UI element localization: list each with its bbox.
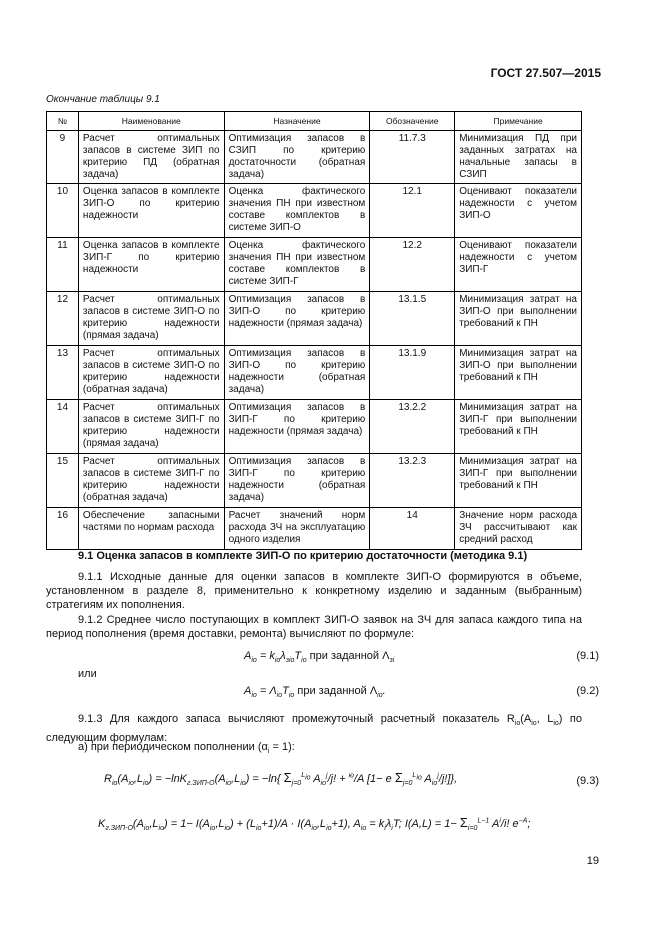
row-note: Минимизация затрат на ЗИП-О при выполнении требований к ПН — [455, 346, 582, 400]
col-header-purpose: Назначение — [224, 112, 370, 131]
formula-9-3: $R_{io}(A_{io},L_{io}) = -\ln K_{г.ЗИП-О}(A_{io},L_{io}) = -\ln${ $\Sigma_{j=0}^{L_{io}}$ $A_{io}^j/j$! + $^ю$/A [1− e $\Sigma_{j=0}^{L_{io}}$ $A_{io}^j/j$!]}, — [104, 770, 458, 788]
formula-9-1: $A_{io} = k_{io}\lambda_{зio}T_{io}$ при заданной $\Lambda_{зi}$ — [244, 650, 395, 665]
row-number: 13 — [47, 346, 79, 400]
row-note: Оценивают показатели надежности с учетом ЗИП-О — [455, 184, 582, 238]
table-row — [47, 400, 582, 454]
methods-table — [46, 111, 582, 550]
equation-number: (9.1) — [576, 650, 599, 662]
row-purpose: Оценка фактического значения ПН при известном составе комплектов в системе ЗИП-Г — [224, 238, 370, 292]
row-number: 16 — [47, 508, 79, 550]
row-number: 12 — [47, 292, 79, 346]
table-row — [47, 184, 582, 238]
standard-header: ГОСТ 27.507—2015 — [490, 66, 601, 80]
formula-kg: $K_{г.ЗИП-О}(A_{io},L_{io}) = 1- I(A_{io},L_{io}) + (L_{io}+1)/A \cdot I(A_{io},L_{io}+1)$, $A_{io} = k_i\lambda_iT$; $I(A,L) = 1- \Sigma_{i=0}^{L-1}$ $A^i/i$! $e^{-A}$; — [98, 815, 531, 833]
row-note: Минимизация затрат на ЗИП-О при выполнении требований к ПН — [455, 292, 582, 346]
section-title: 9.1 Оценка запасов в комплекте ЗИП-О по критерию достаточности (методика 9.1) — [78, 550, 528, 562]
row-code: 14 — [370, 508, 455, 550]
equation-number: (9.3) — [576, 775, 599, 787]
row-purpose: Оптимизация запасов в ЗИП-Г по критерию надежности (обратная задача) — [224, 454, 370, 508]
row-number: 10 — [47, 184, 79, 238]
or-word: или — [78, 668, 97, 680]
formula-9-1-condition: при заданной Λ — [309, 650, 390, 662]
row-name: Оценка запасов в комплекте ЗИП-Г по критерию надежности — [78, 238, 224, 292]
table-row — [47, 238, 582, 292]
table-row — [47, 131, 582, 184]
row-code: 13.1.9 — [370, 346, 455, 400]
row-purpose: Расчет значений норм расхода ЗЧ на эксплуатацию одного изделия — [224, 508, 370, 550]
row-note: Значение норм расхода ЗЧ рассчитывают как средний расход — [455, 508, 582, 550]
row-code: 12.1 — [370, 184, 455, 238]
equation-number: (9.2) — [576, 685, 599, 697]
row-name: Расчет оптимальных запасов в системе ЗИП-Г по критерию надежности (прямая задача) — [78, 400, 224, 454]
row-number: 9 — [47, 131, 79, 184]
row-number: 15 — [47, 454, 79, 508]
row-code: 12.2 — [370, 238, 455, 292]
page-number: 19 — [586, 855, 599, 867]
row-note: Минимизация затрат на ЗИП-Г при выполнении требований к ПН — [455, 454, 582, 508]
table-row — [47, 346, 582, 400]
row-code: 11.7.3 — [370, 131, 455, 184]
paragraph-9-1-1: 9.1.1 Исходные данные для оценки запасов в комплекте ЗИП-О формируются в объеме, установленном в разделе 8, применительно к конкретному изделию и заданным (выбранным) стратегиям их пополнения. — [46, 571, 582, 611]
row-name: Расчет оптимальных запасов в системе ЗИП-Г по критерию надежности (обратная задача) — [78, 454, 224, 508]
formula-9-2: $A_{io} = \Lambda_{io}T_{io}$ при заданной $\Lambda_{io}$. — [244, 685, 386, 700]
row-purpose: Оптимизация запасов в ЗИП-Г по критерию надежности (прямая задача) — [224, 400, 370, 454]
row-note: Оценивают показатели надежности с учетом ЗИП-Г — [455, 238, 582, 292]
row-name: Оценка запасов в комплекте ЗИП-О по критерию надежности — [78, 184, 224, 238]
row-note: Минимизация ПД при заданных затратах на начальные запасы в СЗИП — [455, 131, 582, 184]
table-caption: Окончание таблицы 9.1 — [46, 94, 160, 105]
paragraph-9-1-3: 9.1.3 Для каждого запаса вычисляют промежуточный расчетный показатель $R_{io}(A_{io}$, $L_{io}$) по следующим формулам: — [46, 713, 582, 745]
row-name: Расчет оптимальных запасов в системе ЗИП-О по критерию надежности (обратная задача) — [78, 346, 224, 400]
row-code: 13.1.5 — [370, 292, 455, 346]
row-purpose: Оптимизация запасов в ЗИП-О по критерию надежности (обратная задача) — [224, 346, 370, 400]
row-name: Расчет оптимальных запасов в системе ЗИП-О по критерию надежности (прямая задача) — [78, 292, 224, 346]
formula-9-2-condition: при заданной Λ — [297, 685, 378, 697]
row-name: Расчет оптимальных запасов в системе ЗИП по критерию ПД (обратная задача) — [78, 131, 224, 184]
row-note: Минимизация затрат на ЗИП-Г при выполнении требований к ПН — [455, 400, 582, 454]
row-purpose: Оптимизация запасов в СЗИП по критерию достаточности (обратная задача) — [224, 131, 370, 184]
paragraph-9-1-2: 9.1.2 Среднее число поступающих в комплект ЗИП-О заявок на ЗЧ для запаса каждого типа на период пополнения (время доставки, ремонта) вычисляют по формуле: — [46, 614, 582, 640]
row-purpose: Оценка фактического значения ПН при известном составе комплектов в системе ЗИП-О — [224, 184, 370, 238]
table-row — [47, 454, 582, 508]
row-name: Обеспечение запасными частями по нормам расхода — [78, 508, 224, 550]
row-number: 11 — [47, 238, 79, 292]
col-header-note: Примечание — [455, 112, 582, 131]
row-code: 13.2.2 — [370, 400, 455, 454]
table-row — [47, 508, 582, 550]
col-header-number: № — [47, 112, 79, 131]
row-code: 13.2.3 — [370, 454, 455, 508]
row-number: 14 — [47, 400, 79, 454]
table-header-row — [47, 112, 582, 131]
col-header-name: Наименование — [78, 112, 224, 131]
table-row — [47, 292, 582, 346]
row-purpose: Оптимизация запасов в ЗИП-О по критерию надежности (прямая задача) — [224, 292, 370, 346]
paragraph-a: а) при периодическом пополнении $(\alpha_i = 1)$: — [78, 741, 295, 756]
col-header-code: Обозначение — [370, 112, 455, 131]
